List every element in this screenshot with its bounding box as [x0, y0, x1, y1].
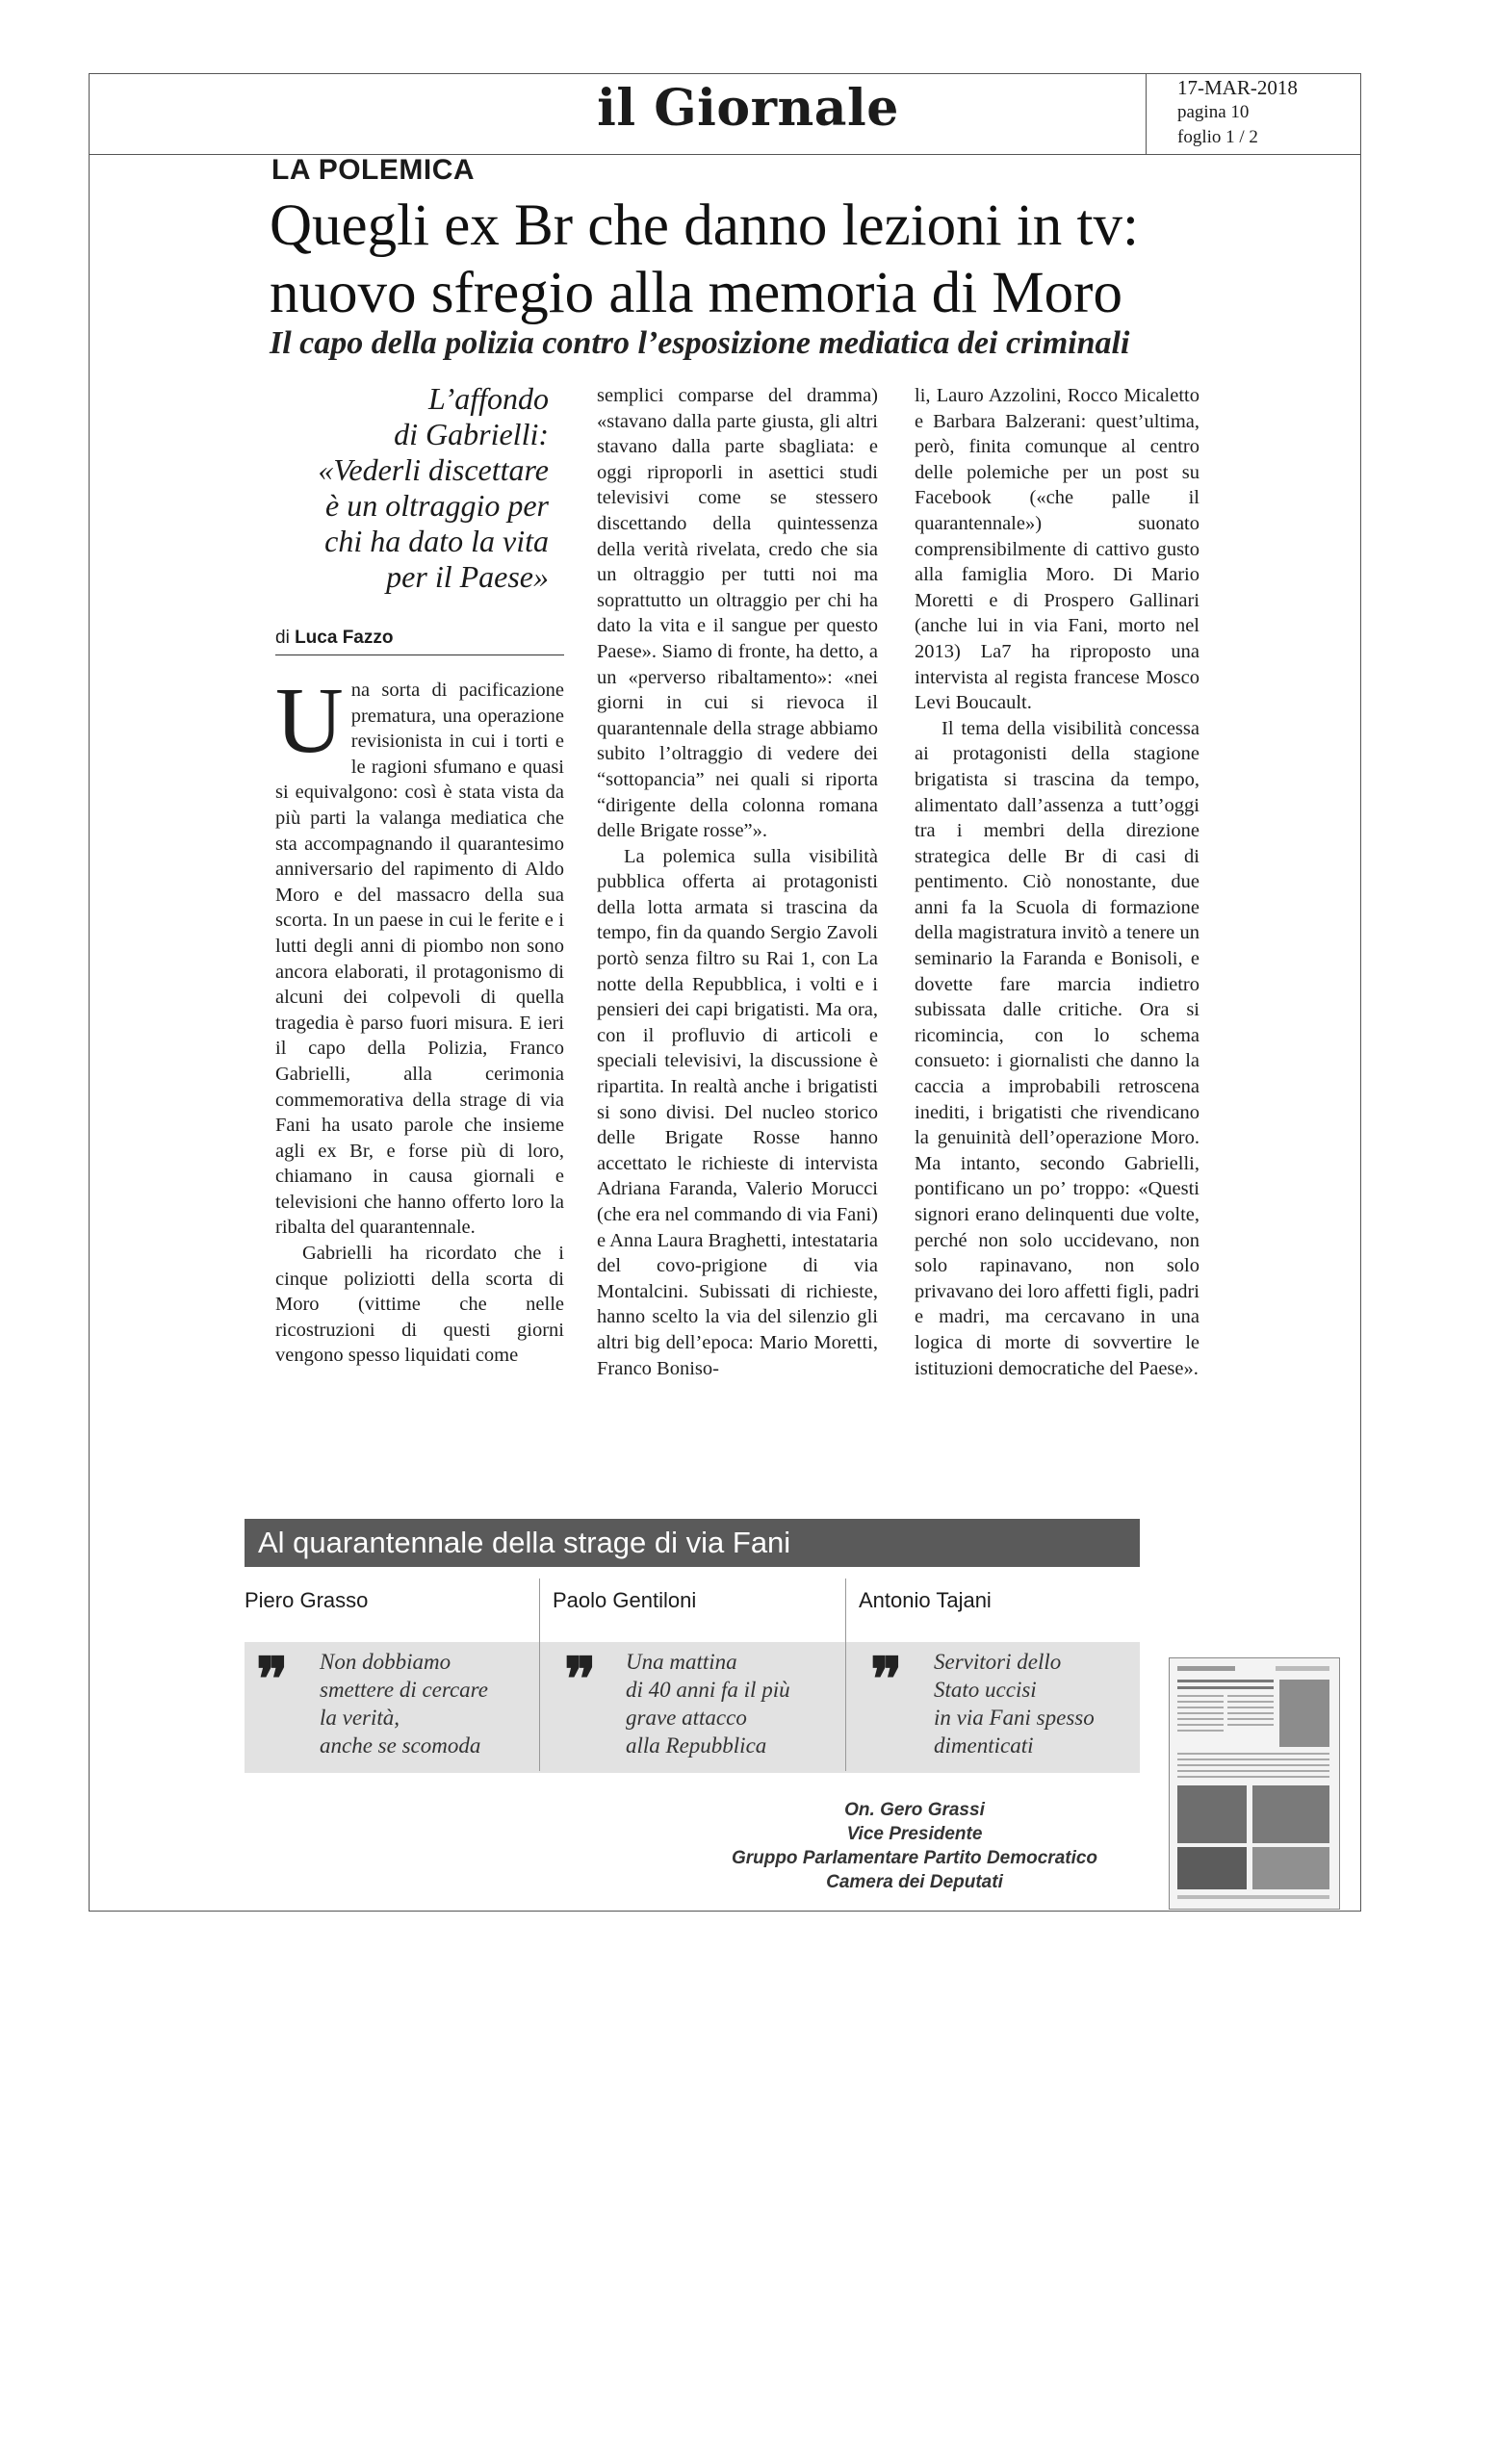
- speaker-name: Piero Grasso: [245, 1588, 369, 1612]
- stamp-line: Vice Presidente: [846, 1824, 983, 1844]
- headline-line: Quegli ex Br che danno lezioni in tv:: [270, 193, 1139, 258]
- article-paragraph: La polemica sulla visibilità pubblica offerta ai protagonisti della lotta armata si trascina da tempo, fin da quando Sergio Zavoli portò senza filtro su Rai 1, con La notte della Repubblica, i volti e i pensieri dei capi brigatisti. Ma ora, con il profluvio di articoli e speciali televisivi, la discussione è ripartita. In realtà anche i brigatisti si sono divisi. Del nucleo storico delle Brigate Rosse hanno accettato le richieste di intervista Adriana Faranda, Valerio Morucci (che era nel commando di via Fani) e Anna Laura Braghetti, intestataria del covo-prigione di via Montalcini. Subissati di richieste, hanno scelto la via del silenzio gli altri big dell’epoca: Mario Moretti, Franco Boniso-: [597, 845, 879, 1379]
- speaker-quote: [626, 1648, 790, 1759]
- quote-line: anche se scomoda: [320, 1733, 481, 1758]
- byline: [275, 628, 564, 655]
- article-paragraph: Gabrielli ha ricordato che i cinque poliziotti della scorta di Moro (vittime che nelle ricostruzioni di questi giorni vengono spesso liquidati come: [275, 1243, 564, 1367]
- subheadline: Il capo della polizia contro l’esposizione mediatica dei criminali: [270, 325, 1130, 361]
- page-thumbnail: [1169, 1657, 1340, 1910]
- stamp-line: On. Gero Grassi: [844, 1800, 985, 1820]
- quote-line: Stato uccisi: [934, 1678, 1037, 1702]
- quote-line: Non dobbiamo: [320, 1650, 451, 1674]
- column-divider: [845, 1578, 846, 1771]
- stamp-line: Camera dei Deputati: [826, 1872, 1003, 1892]
- quote-mark-icon: ❞: [870, 1648, 903, 1713]
- column-divider: [539, 1578, 540, 1771]
- speaker-quote: [320, 1648, 488, 1759]
- headline: [270, 192, 1328, 327]
- pull-quote-line: chi ha dato la vita: [324, 524, 549, 558]
- article-paragraph: na sorta di pacificazione prematura, una operazione revisionista in cui i torti e le ragioni sfumano e quasi si equivalgono: così è stata vista da più parti la valanga mediatica che sta accompagnando il quarantesimo anniversario del rapimento di Aldo Moro e del massacro della sua scorta. In un paese in cui le ferite e i lutti degli anni di piombo non sono ancora elaborati, il protagonismo di alcuni dei colpevoli di quella tragedia è parso fuori misura. E ieri il capo della Polizia, Franco Gabrielli, alla cerimonia commemorativa della strage di via Fani ha usato parole che insieme agli ex Br, e forse più di loro, chiamano in causa giornali e televisioni che hanno offerto loro la ribalta del quarantennale.: [275, 680, 564, 1239]
- quote-line: smettere di cercare: [320, 1678, 488, 1702]
- article-column-2: [597, 383, 878, 1381]
- pull-quote: [275, 381, 549, 595]
- quote-line: di 40 anni fa il più: [626, 1678, 790, 1702]
- speaker-name: Antonio Tajani: [859, 1588, 992, 1612]
- sheet-label: foglio 1 / 2: [1177, 127, 1258, 147]
- article-column-1: [275, 669, 564, 1369]
- date-box: [1146, 73, 1361, 154]
- article-paragraph: Il tema della visibilità concessa ai protagonisti della stagione brigatista si trascina da tempo, alimentato dall’assenza a tutt’oggi tra i membri della direzione strategica delle Br di casi di pentimento. Ciò nonostante, due anni fa la Scuola di formazione della magistratura invitò a tenere un seminario la Faranda e Bonisoli, e dovette fare marcia indietro subissata dalle critiche. Ora si ricomincia, con lo schema consueto: i giornalisti che danno la caccia a improbabili retroscena inediti, i brigatisti che rivendicano la genuinità dell’operazione Moro. Ma intanto, secondo Gabrielli, pontificano un po’ troppo: «Questi signori erano delinquenti due volte, perché non solo uccidevano, non solo rapinavano, non solo privavano dei loro affetti figli, padri e madri, ma cercavano in una logica di morte di sovvertire le istituzioni democratiche del Paese».: [915, 717, 1199, 1379]
- pull-quote-line: L’affondo: [427, 381, 549, 416]
- pull-quote-line: di Gabrielli:: [394, 417, 549, 451]
- headline-line: nuovo sfregio alla memoria di Moro: [270, 261, 1122, 325]
- pull-quote-line: è un oltraggio per: [325, 488, 549, 523]
- pull-quote-line: per il Paese»: [386, 559, 549, 594]
- pull-quote-line: «Vederli discettare: [318, 452, 549, 487]
- article-column-3: [915, 383, 1199, 1381]
- quote-mark-icon: ❞: [564, 1648, 597, 1713]
- speaker-name: Paolo Gentiloni: [553, 1588, 697, 1612]
- quote-line: alla Repubblica: [626, 1733, 767, 1758]
- office-stamp: [674, 1798, 1155, 1894]
- sidebar-title: Al quarantennale della strage di via Fani: [245, 1519, 1140, 1567]
- stamp-line: Gruppo Parlamentare Partito Democratico: [731, 1848, 1098, 1868]
- quote-line: dimenticati: [934, 1733, 1034, 1758]
- quote-mark-icon: ❞: [256, 1648, 289, 1713]
- byline-prefix: di: [275, 628, 290, 648]
- masthead: il Giornale: [597, 79, 899, 138]
- drop-cap: U: [275, 669, 344, 773]
- quote-line: Servitori dello: [934, 1650, 1062, 1674]
- page-label: pagina 10: [1177, 102, 1250, 122]
- quote-line: in via Fani spesso: [934, 1706, 1095, 1730]
- page-thumbnail-image: [1170, 1658, 1339, 1909]
- article-paragraph: semplici comparse del dramma) «stavano dalla parte giusta, gli altri stavano dalla parte sbagliata: e oggi riproporli in asettici studi televisivi come se stessero discettando della quintessenza della verità rivelata, credo che sia un oltraggio per tutti noi ma soprattutto un oltraggio per chi ha dato la vita e il sangue per questo Paese». Siamo di fronte, ha detto, a un «perverso ribaltamento»: «nei giorni in cui si rievoca il quarantennale della strage abbiamo subito l’oltraggio di vedere dei “sottopancia” nei quali si riporta “dirigente della colonna romana delle Brigate rosse”».: [597, 385, 878, 842]
- kicker: LA POLEMICA: [271, 154, 476, 186]
- speaker-quote: [934, 1648, 1095, 1759]
- article-paragraph: li, Lauro Azzolini, Rocco Micaletto e Barbara Balzerani: quest’ultima, però, finita comunque al centro delle polemiche per un post su Facebook («che palle il quarantennale») suonato comprensibilmente di cattivo gusto alla famiglia Moro. Di Mario Moretti e di Prospero Gallinari (anche lui in via Fani, morto nel 2013) La7 ha riproposto una intervista al regista francese Mosco Levi Boucault.: [915, 385, 1199, 714]
- byline-author: Luca Fazzo: [295, 628, 394, 648]
- quote-line: grave attacco: [626, 1706, 747, 1730]
- quote-line: la verità,: [320, 1706, 400, 1730]
- date-label: 17-MAR-2018: [1177, 76, 1298, 99]
- quote-line: Una mattina: [626, 1650, 737, 1674]
